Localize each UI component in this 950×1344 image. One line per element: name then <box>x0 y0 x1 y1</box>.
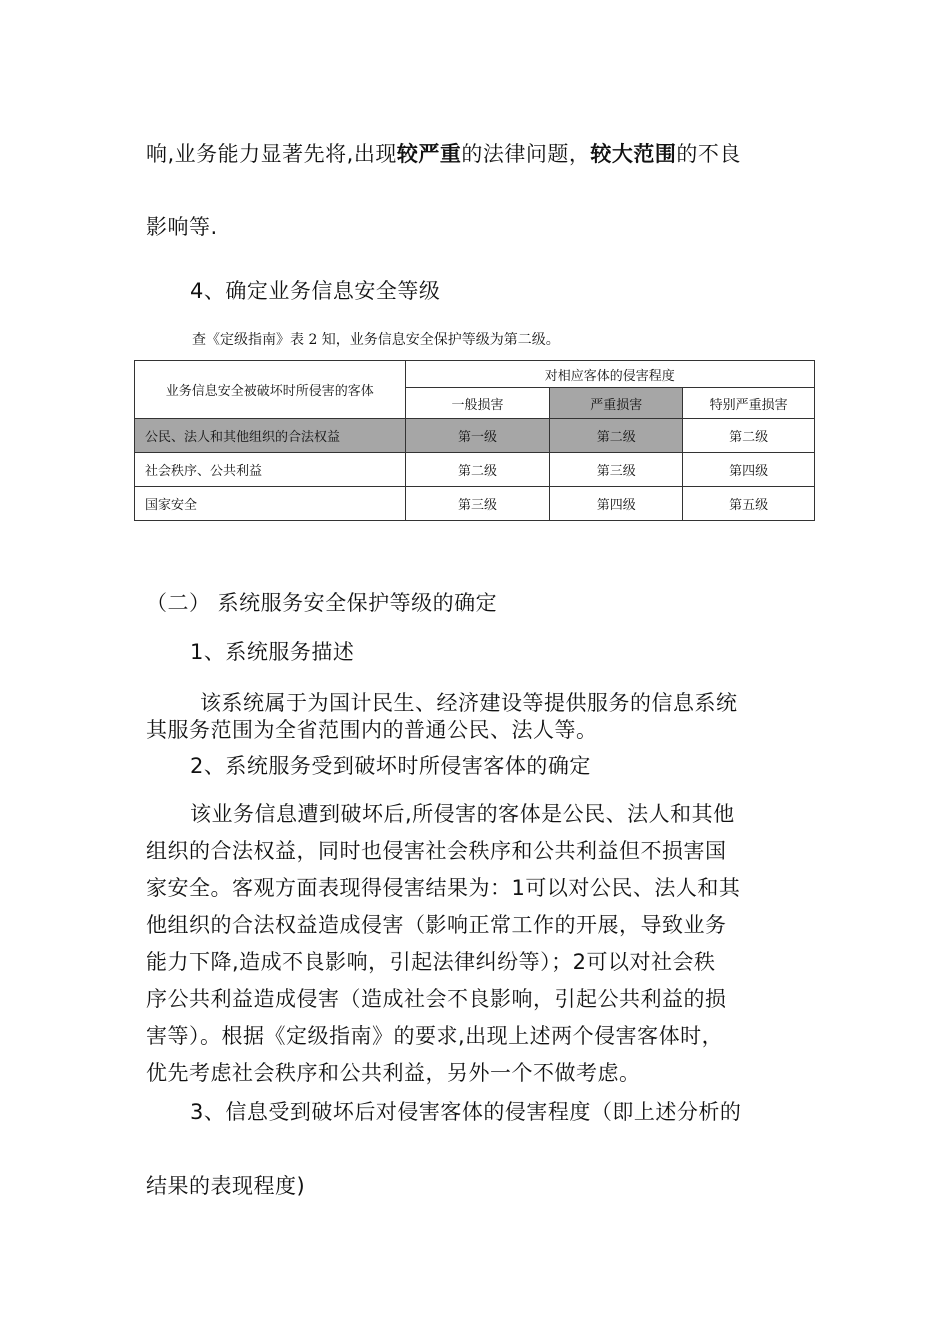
table-row <box>135 453 815 487</box>
table-cell: 第二级 <box>550 419 683 453</box>
item-2-line: 家安全。客观方面表现得侵害结果为：1可以对公民、法人和其 <box>146 876 741 900</box>
table-row-label: 社会秩序、公共利益 <box>135 453 406 487</box>
item-1-title: 1、系统服务描述 <box>190 640 355 664</box>
table-cell: 第二级 <box>405 453 550 487</box>
item-2-line: 能力下降,造成不良影响，引起法律纠纷等）；2可以对社会秩 <box>146 950 716 974</box>
item-2-line: 他组织的合法权益造成侵害（影响正常工作的开展，导致业务 <box>146 913 727 937</box>
item-1-text-line-1: 该系统属于为国计民生、经济建设等提供服务的信息系统 <box>200 691 738 715</box>
item-2-line: 害等）。根据《定级指南》的要求,出现上述两个侵害客体时， <box>146 1024 724 1048</box>
emphasis-text: 较严重 <box>396 142 462 166</box>
item-2-line: 序公共利益造成侵害（造成社会不良影响，引起公共利益的损 <box>146 987 727 1011</box>
table-cell: 第五级 <box>683 487 815 521</box>
table-row-label: 公民、法人和其他组织的合法权益 <box>135 419 406 453</box>
item-3-continuation: 结果的表现程度) <box>146 1174 306 1198</box>
paragraph-top-line-2: 影响等. <box>146 215 218 239</box>
table-cell: 第四级 <box>683 453 815 487</box>
table-col-header: 特别严重损害 <box>683 388 815 419</box>
table-group-header: 对相应客体的侵害程度 <box>405 361 814 388</box>
item-2-title: 2、系统服务受到破坏时所侵害客体的确定 <box>190 754 591 778</box>
table-cell: 第二级 <box>683 419 815 453</box>
grading-table <box>134 360 815 521</box>
item-2-line: 组织的合法权益，同时也侵害社会秩序和公共利益但不损害国 <box>146 839 727 863</box>
item-1-text-line-2: 其服务范围为全省范围内的普通公民、法人等。 <box>146 718 598 742</box>
table-row <box>135 487 815 521</box>
table-row <box>135 419 815 453</box>
table-cell: 第一级 <box>405 419 550 453</box>
item-3-title: 3、信息受到破坏后对侵害客体的侵害程度（即上述分析的 <box>190 1100 742 1124</box>
paragraph-top-line-1 <box>146 138 741 168</box>
table-col-header: 一般损害 <box>405 388 550 419</box>
text-run: 的不良 <box>676 142 741 166</box>
text-run: 的法律问题， <box>461 142 591 166</box>
emphasis-text: 较大范围 <box>590 142 677 166</box>
table-cell: 第三级 <box>550 453 683 487</box>
heading-4: 4、确定业务信息安全等级 <box>190 279 441 303</box>
table-cell: 第三级 <box>405 487 550 521</box>
item-2-line: 该业务信息遭到破坏后,所侵害的客体是公民、法人和其他 <box>190 802 735 826</box>
table-row-label: 国家安全 <box>135 487 406 521</box>
table-cell: 第四级 <box>550 487 683 521</box>
section-2-title: （二） 系统服务安全保护等级的确定 <box>146 591 498 615</box>
table-corner-header: 业务信息安全被破坏时所侵害的客体 <box>135 361 406 419</box>
table-caption: 查《定级指南》表 2 知，业务信息安全保护等级为第二级。 <box>192 332 560 348</box>
text-run: 响,业务能力显著先将,出现 <box>146 142 397 166</box>
item-2-line: 优先考虑社会秩序和公共利益，另外一个不做考虑。 <box>146 1061 641 1085</box>
table-col-header: 严重损害 <box>550 388 683 419</box>
